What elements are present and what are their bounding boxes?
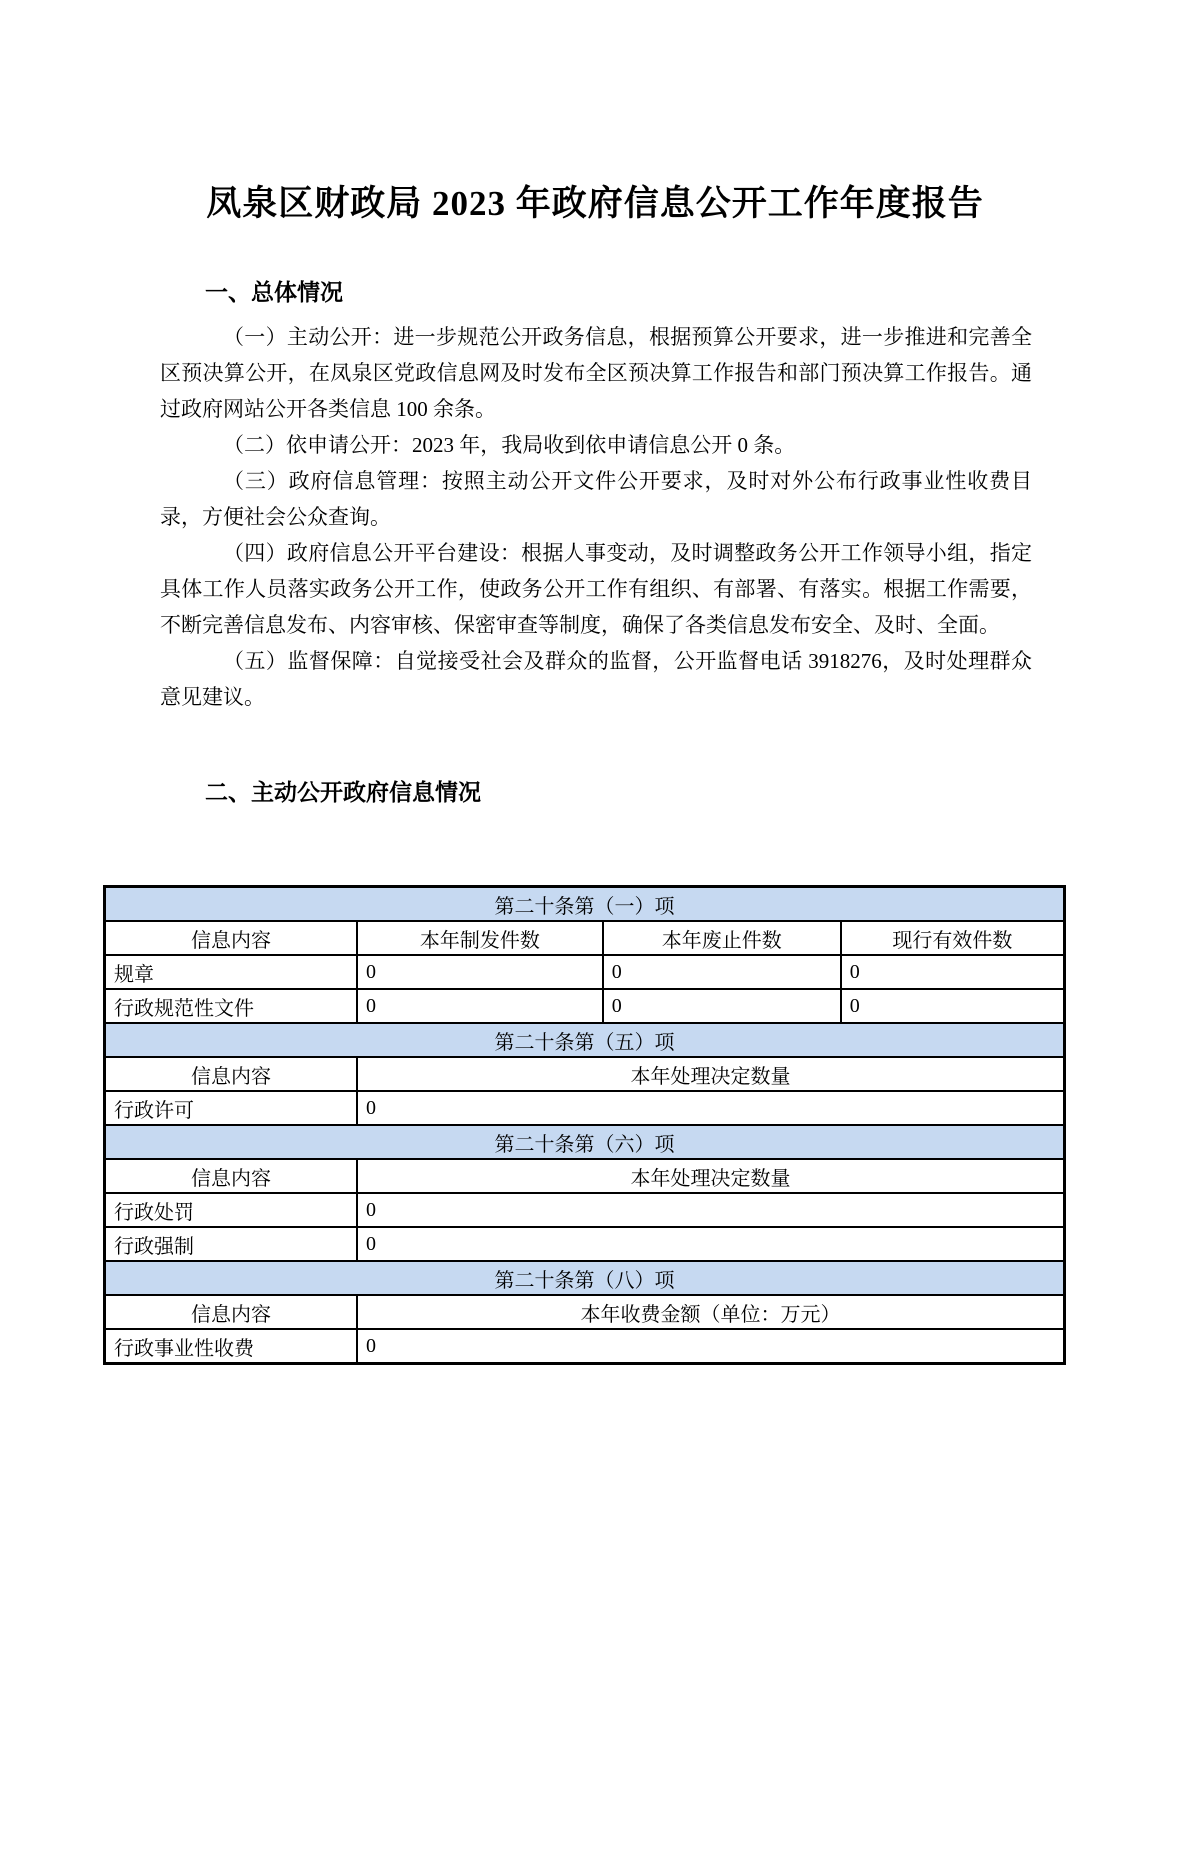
band-label: 第二十条第（六）项 [105,1125,1065,1159]
row-label-cell: 行政事业性收费 [105,1329,357,1364]
header-cell: 本年废止件数 [603,921,841,955]
table-header-row [105,1295,1065,1329]
value-cell: 0 [357,1193,1065,1227]
header-cell: 信息内容 [105,921,357,955]
table-band-article20-item6 [105,1125,1065,1159]
table-row-administrative-penalty [105,1193,1065,1227]
section1-paragraph-5: （五）监督保障：自觉接受社会及群众的监督，公开监督电话 3918276，及时处理群众意见建议。 [160,649,1032,710]
band-label: 第二十条第（八）项 [105,1261,1065,1295]
band-label: 第二十条第（五）项 [105,1023,1065,1057]
value-cell: 0 [841,989,1065,1023]
header-cell: 本年收费金额（单位：万元） [357,1295,1065,1329]
table-row-administrative-license [105,1091,1065,1125]
header-cell: 信息内容 [105,1295,357,1329]
header-cell: 信息内容 [105,1057,357,1091]
table-header-row [105,1159,1065,1193]
row-label-cell: 行政处罚 [105,1193,357,1227]
table-header-row [105,1057,1065,1091]
document-page [0,183,1190,1866]
header-cell: 本年处理决定数量 [357,1159,1065,1193]
row-label-cell: 行政许可 [105,1091,357,1125]
value-cell: 0 [357,989,603,1023]
table-band-article20-item5 [105,1023,1065,1057]
value-cell: 0 [357,1091,1065,1125]
value-cell: 0 [357,1329,1065,1364]
table-header-row [105,921,1065,955]
row-label-cell: 行政强制 [105,1227,357,1261]
section1-paragraph-3: （三）政府信息管理：按照主动公开文件公开要求，及时对外公布行政事业性收费目录，方便社会公众查询。 [160,469,1032,530]
section1-paragraph-4: （四）政府信息公开平台建设：根据人事变动，及时调整政务公开工作领导小组，指定具体工作人员落实政务公开工作，使政务公开工作有组织、有部署、有落实。根据工作需要，不断完善信息发布、内容审核、保密审查等制度，确保了各类信息发布安全、及时、全面。 [160,541,1032,638]
table-row-regulations [105,955,1065,989]
value-cell: 0 [603,955,841,989]
header-cell: 现行有效件数 [841,921,1065,955]
row-label-cell: 行政规范性文件 [105,989,357,1023]
disclosure-table [103,885,1066,1365]
row-label-cell: 规章 [105,955,357,989]
section2-heading: 二、主动公开政府信息情况 [205,780,481,806]
disclosure-table-wrapper [103,885,1066,1365]
table-row-administrative-coercion [105,1227,1065,1261]
table-band-article20-item8 [105,1261,1065,1295]
header-cell: 信息内容 [105,1159,357,1193]
value-cell: 0 [841,955,1065,989]
value-cell: 0 [603,989,841,1023]
section1-paragraph-1: （一）主动公开：进一步规范公开政务信息，根据预算公开要求，进一步推进和完善全区预决算公开，在凤泉区党政信息网及时发布全区预决算工作报告和部门预决算工作报告。通过政府网站公开各类信息 100 余条。 [160,325,1032,422]
header-cell: 本年制发件数 [357,921,603,955]
header-cell: 本年处理决定数量 [357,1057,1065,1091]
table-row-administrative-fees [105,1329,1065,1364]
section1-paragraph-2: （二）依申请公开：2023 年，我局收到依申请信息公开 0 条。 [223,433,796,458]
value-cell: 0 [357,955,603,989]
table-band-article20-item1 [105,887,1065,922]
value-cell: 0 [357,1227,1065,1261]
page-title: 凤泉区财政局 2023 年政府信息公开工作年度报告 [206,184,984,223]
section1-heading: 一、总体情况 [205,280,343,305]
table-row-normative-documents [105,989,1065,1023]
body-text-block [160,277,1032,809]
band-label: 第二十条第（一）项 [105,887,1065,922]
